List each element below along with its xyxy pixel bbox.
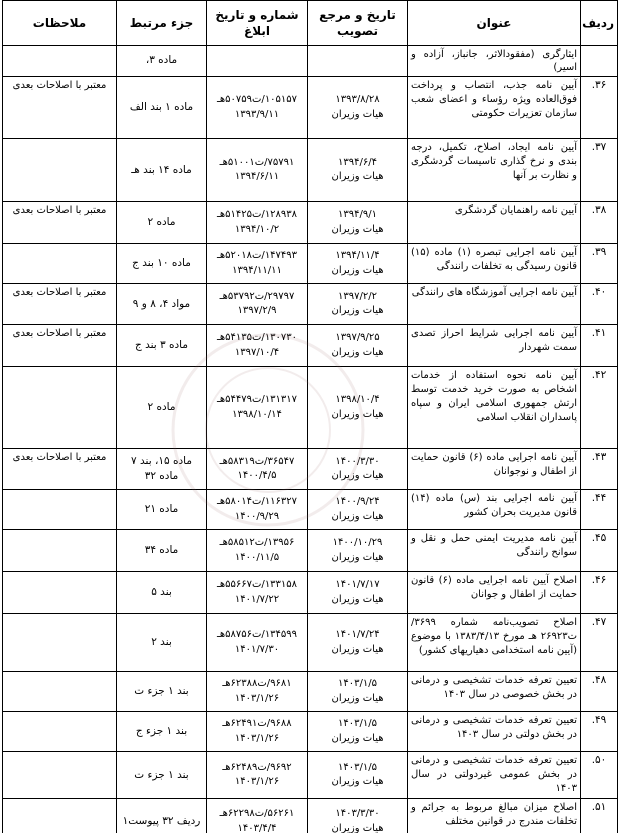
related-part: مواد ۴، ۸ و ۹	[132, 297, 191, 310]
notification-cell	[207, 244, 308, 284]
notification-number: ۹۶۸۱/ت۶۲۳۸۸هـ	[222, 678, 292, 689]
notes-cell	[3, 614, 117, 672]
notes-cell	[3, 367, 117, 449]
notes-cell	[3, 449, 117, 490]
header-related-part: جزء مرتبط	[117, 1, 207, 46]
title-cell	[408, 46, 581, 77]
notification-date: ۱۴۰۱/۷/۲۲	[234, 593, 280, 605]
header-row-number: ردیف	[581, 1, 618, 46]
notes-cell	[3, 202, 117, 244]
title-cell	[408, 139, 581, 202]
notification-cell	[207, 325, 308, 367]
approval-cell	[308, 672, 408, 712]
table-row	[3, 139, 618, 202]
title-cell	[408, 244, 581, 284]
notes-cell	[3, 139, 117, 202]
notification-number: ۵۶۲۶۱/ت۶۲۲۹۸هـ	[219, 808, 295, 819]
table-row	[3, 449, 618, 490]
notification-cell	[207, 572, 308, 614]
related-part: ماده ۱ بند الف	[129, 101, 194, 114]
table-row	[3, 799, 618, 833]
regulation-title: آیین نامه اجرایی آموزشگاه های رانندگی	[411, 287, 577, 298]
table-row	[3, 614, 618, 672]
notification-number: ۱۳۴۵۹۹/ت۵۸۷۵۶هـ	[216, 629, 298, 640]
notification-date: ۱۴۰۰/۱۱/۵	[234, 551, 280, 563]
regulation-title: آیین نامه ایجاد، اصلاح، تکمیل، درجه بندی و نرخ گذاری تاسیسات گردشگری و نظارت بر آنها	[411, 142, 577, 181]
row-number: ۴۰.	[591, 286, 607, 298]
notification-date: ۱۴۰۱/۷/۳۰	[234, 643, 280, 655]
approval-authority: هیات وزیران	[331, 305, 384, 316]
related-part-cell	[117, 490, 207, 530]
approval-date: ۱۳۹۴/۱۱/۴	[335, 250, 380, 261]
continuation-row	[3, 46, 618, 77]
approval-cell	[308, 284, 408, 325]
regulation-title: آیین نامه نحوه استفاده از خدمات اشخاص به صورت خرید خدمت توسط ارتش جمهوری اسلامی ایران و سپاه پاسداران انقلاب اسلامی	[411, 370, 577, 423]
related-part-cell	[117, 752, 207, 799]
approval-cell	[308, 325, 408, 367]
table-row	[3, 284, 618, 325]
related-part: بند ۲	[151, 636, 172, 649]
related-part: بند ۱ جزء ت	[134, 685, 189, 698]
regulation-title: اصلاح آیین نامه اجرایی ماده (۶) قانون حمایت از اطفال و جوانان	[411, 575, 578, 600]
related-part-cell	[117, 712, 207, 752]
title-cell	[408, 490, 581, 530]
notes-cell	[3, 672, 117, 712]
related-part-cell	[117, 46, 207, 77]
notification-number: ۹۶۹۲/ت۶۲۴۸۹هـ	[222, 761, 292, 773]
approval-date: ۱۴۰۳/۳/۳۰	[335, 808, 380, 819]
row-number-cell	[581, 614, 618, 672]
notification-date: ۱۳۹۸/۱۰/۱۴	[232, 408, 282, 420]
notification-cell	[207, 752, 308, 799]
related-part-cell	[117, 367, 207, 449]
title-cell	[408, 449, 581, 490]
approval-cell	[308, 799, 408, 833]
table-row	[3, 712, 618, 752]
approval-authority: هیات وزیران	[331, 408, 384, 420]
related-part-cell	[117, 77, 207, 139]
notification-date: ۱۴۰۳/۱/۲۶	[234, 732, 280, 744]
notification-date: ۱۳۹۳/۹/۱۱	[234, 108, 280, 120]
approval-cell	[308, 530, 408, 572]
notes-text: معتبر با اصلاحات بعدی	[12, 287, 107, 298]
related-part-cell	[117, 139, 207, 202]
row-number: ۴۴.	[591, 492, 607, 504]
notes-cell	[3, 530, 117, 572]
notification-date: ۱۳۹۴/۶/۱۱	[234, 171, 280, 182]
row-number-cell	[581, 672, 618, 712]
row-number-cell	[581, 449, 618, 490]
row-number: ۳۹.	[591, 246, 607, 258]
related-part: بند ۵	[151, 586, 172, 599]
notification-cell	[207, 672, 308, 712]
regulation-title: آیین نامه جذب، انتصاب و پرداخت فوق‌العاده ویژه رؤساء و اعضای شعب سازمان تعزیرات حکومتی	[411, 80, 577, 119]
related-part: ماده ۳ بند ج	[134, 339, 189, 352]
related-part-cell	[117, 244, 207, 284]
regulation-title: اصلاح میزان مبالغ مربوط به جرائم و تخلفات مندرج در قوانین مختلف	[411, 802, 577, 827]
notification-cell	[207, 490, 308, 530]
notification-number: ۱۰۵۱۵۷/ت۵۰۷۵۹هـ	[216, 94, 298, 105]
related-part: بند ۱ جزء ج	[135, 725, 188, 738]
title-cell	[408, 572, 581, 614]
approval-authority: هیات وزیران	[331, 692, 384, 704]
approval-cell	[308, 46, 408, 77]
notification-cell	[207, 530, 308, 572]
table-row	[3, 325, 618, 367]
related-part-cell	[117, 572, 207, 614]
approval-authority: هیات وزیران	[331, 732, 384, 744]
notification-number: ۳۶۵۴۷/ت۵۸۳۱۹هـ	[219, 455, 295, 467]
approval-authority: هیات وزیران	[331, 776, 384, 787]
table-row	[3, 202, 618, 244]
related-part: ماده ۲	[147, 401, 176, 414]
notification-date: ۱۴۰۰/۹/۲۹	[234, 510, 280, 522]
row-number-cell	[581, 77, 618, 139]
notification-date: ۱۳۹۷/۱۰/۴	[234, 346, 280, 358]
table-row	[3, 77, 618, 139]
notification-number: ۱۴۷۴۹۳/ت۵۲۰۱۸هـ	[216, 250, 298, 261]
notification-number: ۲۹۷۹۷/ت۵۳۷۹۲هـ	[219, 290, 295, 302]
row-number: ۴۱.	[591, 327, 607, 339]
regulation-title: ایثارگری (مفقودالاثر، جانباز، آزاده و اسیر)	[411, 49, 577, 73]
notification-cell	[207, 614, 308, 672]
row-number: ۴۷.	[591, 616, 607, 628]
approval-cell	[308, 77, 408, 139]
related-part-cell	[117, 672, 207, 712]
row-number: ۳۶.	[591, 79, 607, 91]
approval-cell	[308, 712, 408, 752]
header-title: عنوان	[408, 1, 581, 46]
title-cell	[408, 614, 581, 672]
notes-cell	[3, 244, 117, 284]
notes-cell	[3, 752, 117, 799]
approval-date: ۱۳۹۷/۲/۲	[338, 290, 377, 302]
row-number: ۴۵.	[591, 532, 607, 544]
row-number-cell	[581, 244, 618, 284]
approval-date: ۱۴۰۳/۱/۵	[338, 718, 377, 729]
notes-cell	[3, 284, 117, 325]
notes-cell	[3, 325, 117, 367]
notification-date: ۱۴۰۰/۴/۵	[237, 470, 277, 481]
table-row	[3, 752, 618, 799]
related-part: ماده ۲	[147, 216, 176, 229]
row-number-cell	[581, 284, 618, 325]
related-part: ماده ۱۰ بند ج	[132, 257, 191, 270]
row-number-cell	[581, 799, 618, 833]
approval-authority: هیات وزیران	[331, 822, 384, 833]
row-number: ۵۰.	[591, 754, 607, 766]
approval-authority: هیات وزیران	[331, 171, 384, 182]
notification-date: ۱۳۹۴/۱۱/۱۱	[232, 264, 282, 276]
approval-authority: هیات وزیران	[331, 551, 384, 563]
notification-number: ۱۳۹۵۶/ت۵۸۵۱۲هـ	[219, 537, 295, 548]
title-cell	[408, 530, 581, 572]
row-number-cell	[581, 367, 618, 449]
related-part: ماده ۳،	[145, 54, 178, 67]
header-notification: شماره و تاریخ ابلاغ	[207, 1, 308, 46]
approval-cell	[308, 490, 408, 530]
regulation-title: آیین نامه راهنمایان گردشگری	[454, 205, 577, 216]
approval-date: ۱۴۰۱/۷/۱۷	[335, 579, 380, 590]
table-header-row	[3, 1, 618, 46]
notification-cell	[207, 712, 308, 752]
notification-number: ۱۳۱۳۱۷/ت۵۴۴۷۹هـ	[216, 394, 298, 405]
notes-cell	[3, 712, 117, 752]
notification-number: ۱۱۶۳۲۷/ت۵۸۰۱۴هـ	[216, 496, 298, 507]
title-cell	[408, 284, 581, 325]
row-number-cell	[581, 530, 618, 572]
notes-cell	[3, 572, 117, 614]
notification-cell	[207, 799, 308, 833]
table-row	[3, 490, 618, 530]
row-number: ۴۳.	[591, 451, 607, 463]
title-cell	[408, 202, 581, 244]
notification-cell	[207, 46, 308, 77]
title-cell	[408, 672, 581, 712]
related-part: ماده ۲۱	[144, 503, 179, 516]
approval-authority: هیات وزیران	[331, 264, 384, 276]
notification-date: ۱۳۹۴/۱۰/۲	[234, 223, 280, 235]
notification-date: ۱۳۹۷/۲/۹	[237, 305, 277, 316]
title-cell	[408, 367, 581, 449]
notification-cell	[207, 77, 308, 139]
row-number: ۳۸.	[591, 204, 607, 216]
approval-cell	[308, 572, 408, 614]
row-number-cell	[581, 752, 618, 799]
regulation-title: آیین نامه اجرایی بند (س) ماده (۱۴) قانون مدیریت بحران کشور	[411, 493, 577, 518]
approval-authority: هیات وزیران	[331, 593, 384, 605]
row-number: ۳۷.	[591, 141, 607, 153]
title-cell	[408, 325, 581, 367]
table-row	[3, 367, 618, 449]
notification-number: ۷۵۷۹۱/ت۵۱۰۰۱هـ	[219, 156, 295, 168]
notes-text: معتبر با اصلاحات بعدی	[12, 205, 107, 216]
approval-date: ۱۳۹۸/۱۰/۴	[335, 394, 380, 405]
row-number: ۴۹.	[591, 714, 607, 726]
notification-number: ۱۲۸۹۳۸/ت۵۱۴۲۵هـ	[216, 209, 298, 220]
approval-date: ۱۴۰۰/۱۰/۲۹	[332, 537, 383, 548]
related-part: بند ۱ جزء ت	[134, 768, 189, 781]
related-part-cell	[117, 325, 207, 367]
notification-cell	[207, 284, 308, 325]
table-row	[3, 572, 618, 614]
regulation-title: تعیین تعرفه خدمات تشخیصی و درمانی در بخش خصوصی در سال ۱۴۰۳	[411, 675, 577, 700]
approval-date: ۱۳۹۴/۶/۴	[338, 156, 377, 168]
related-part-cell	[117, 284, 207, 325]
notes-text: معتبر با اصلاحات بعدی	[12, 80, 107, 91]
notes-text: معتبر با اصلاحات بعدی	[12, 452, 107, 463]
title-cell	[408, 77, 581, 139]
related-part: ماده ۳۴	[144, 544, 179, 557]
regulations-table	[2, 0, 618, 833]
notification-date: ۱۴۰۳/۱/۲۶	[234, 776, 280, 787]
approval-cell	[308, 752, 408, 799]
table-body	[3, 46, 618, 833]
approval-date: ۱۴۰۳/۱/۵	[338, 761, 377, 773]
row-number-cell	[581, 202, 618, 244]
notification-date: ۱۴۰۳/۴/۴	[237, 822, 277, 833]
notification-cell	[207, 367, 308, 449]
approval-authority: هیات وزیران	[331, 510, 384, 522]
header-notes: ملاحظات	[3, 1, 117, 46]
table-row	[3, 530, 618, 572]
related-part-cell	[117, 799, 207, 833]
approval-cell	[308, 449, 408, 490]
header-approval: تاریخ و مرجع تصویب	[308, 1, 408, 46]
approval-cell	[308, 139, 408, 202]
related-part: ماده ۱۴ بند هـ	[131, 163, 192, 176]
row-number: ۴۶.	[591, 574, 607, 586]
row-number-cell	[581, 572, 618, 614]
row-number-cell	[581, 325, 618, 367]
regulation-title: آیین نامه مدیریت ایمنی حمل و نقل و سوانح رانندگی	[411, 533, 577, 558]
table-row	[3, 672, 618, 712]
related-part-cell	[117, 614, 207, 672]
title-cell	[408, 752, 581, 799]
approval-date: ۱۳۹۴/۹/۱	[338, 209, 377, 220]
approval-authority: هیات وزیران	[331, 346, 384, 358]
notification-cell	[207, 449, 308, 490]
approval-cell	[308, 244, 408, 284]
related-part-cell	[117, 530, 207, 572]
row-number-cell	[581, 139, 618, 202]
notes-text: معتبر با اصلاحات بعدی	[12, 328, 107, 339]
table-row	[3, 244, 618, 284]
row-number-cell	[581, 490, 618, 530]
notification-number: ۱۳۰۷۳۰/ت۵۴۱۳۵هـ	[216, 332, 298, 343]
related-part: ماده ۱۵، بند ۷ ماده ۳۲	[131, 455, 192, 482]
regulation-title: تعیین تعرفه خدمات تشخیصی و درمانی در بخش دولتی در سال ۱۴۰۳	[411, 715, 577, 740]
regulation-title: آیین نامه اجرایی ماده (۶) قانون حمایت از اطفال و نوجوانان	[411, 452, 577, 477]
approval-date: ۱۴۰۰/۳/۳۰	[335, 455, 380, 467]
approval-authority: هیات وزیران	[331, 643, 384, 655]
related-part-cell	[117, 202, 207, 244]
approval-date: ۱۴۰۳/۱/۵	[338, 678, 377, 689]
approval-date: ۱۳۹۳/۸/۲۸	[335, 94, 380, 105]
notification-number: ۱۳۳۱۵۸/ت۵۵۶۶۷هـ	[216, 579, 298, 590]
notification-cell	[207, 139, 308, 202]
notification-date: ۱۴۰۳/۱/۲۶	[234, 692, 280, 704]
regulation-title: آیین نامه اجرایی شرایط احراز تصدی سمت شهردار	[411, 328, 577, 353]
approval-date: ۱۴۰۱/۷/۲۴	[335, 629, 380, 640]
approval-authority: هیات وزیران	[331, 223, 384, 235]
notification-cell	[207, 202, 308, 244]
notes-cell	[3, 77, 117, 139]
related-part: ردیف ۳۲ پیوست۱	[122, 815, 201, 828]
approval-cell	[308, 614, 408, 672]
approval-authority: هیات وزیران	[331, 108, 384, 120]
notes-cell	[3, 46, 117, 77]
title-cell	[408, 799, 581, 833]
approval-cell	[308, 202, 408, 244]
related-part-cell	[117, 449, 207, 490]
row-number: ۴۲.	[591, 369, 607, 381]
approval-date: ۱۴۰۰/۹/۲۴	[335, 496, 380, 507]
notes-cell	[3, 490, 117, 530]
regulation-title: تعیین تعرفه خدمات تشخیصی و درمانی در بخش عمومی غیردولتی در سال ۱۴۰۳	[411, 755, 577, 794]
notes-cell	[3, 799, 117, 833]
approval-cell	[308, 367, 408, 449]
title-cell	[408, 712, 581, 752]
notification-number: ۹۶۸۸/ت۶۲۴۹۱هـ	[222, 718, 292, 729]
row-number-cell	[581, 46, 618, 77]
approval-authority: هیات وزیران	[331, 470, 384, 481]
approval-date: ۱۳۹۷/۹/۲۵	[335, 332, 380, 343]
regulation-title: آیین نامه اجرایی تبصره (۱) ماده (۱۵) قانون رسیدگی به تخلفات رانندگی	[411, 247, 577, 272]
row-number: ۵۱.	[591, 801, 607, 813]
row-number-cell	[581, 712, 618, 752]
regulation-title: اصلاح تصویب‌نامه شماره ۳۶۹۹/ت۲۶۹۲۳ هـ مورخ ۱۳۸۳/۴/۱۳ با موضوع (آیین نامه استخدامی دهیاریهای کشور)	[411, 617, 577, 656]
row-number: ۴۸.	[591, 674, 607, 686]
